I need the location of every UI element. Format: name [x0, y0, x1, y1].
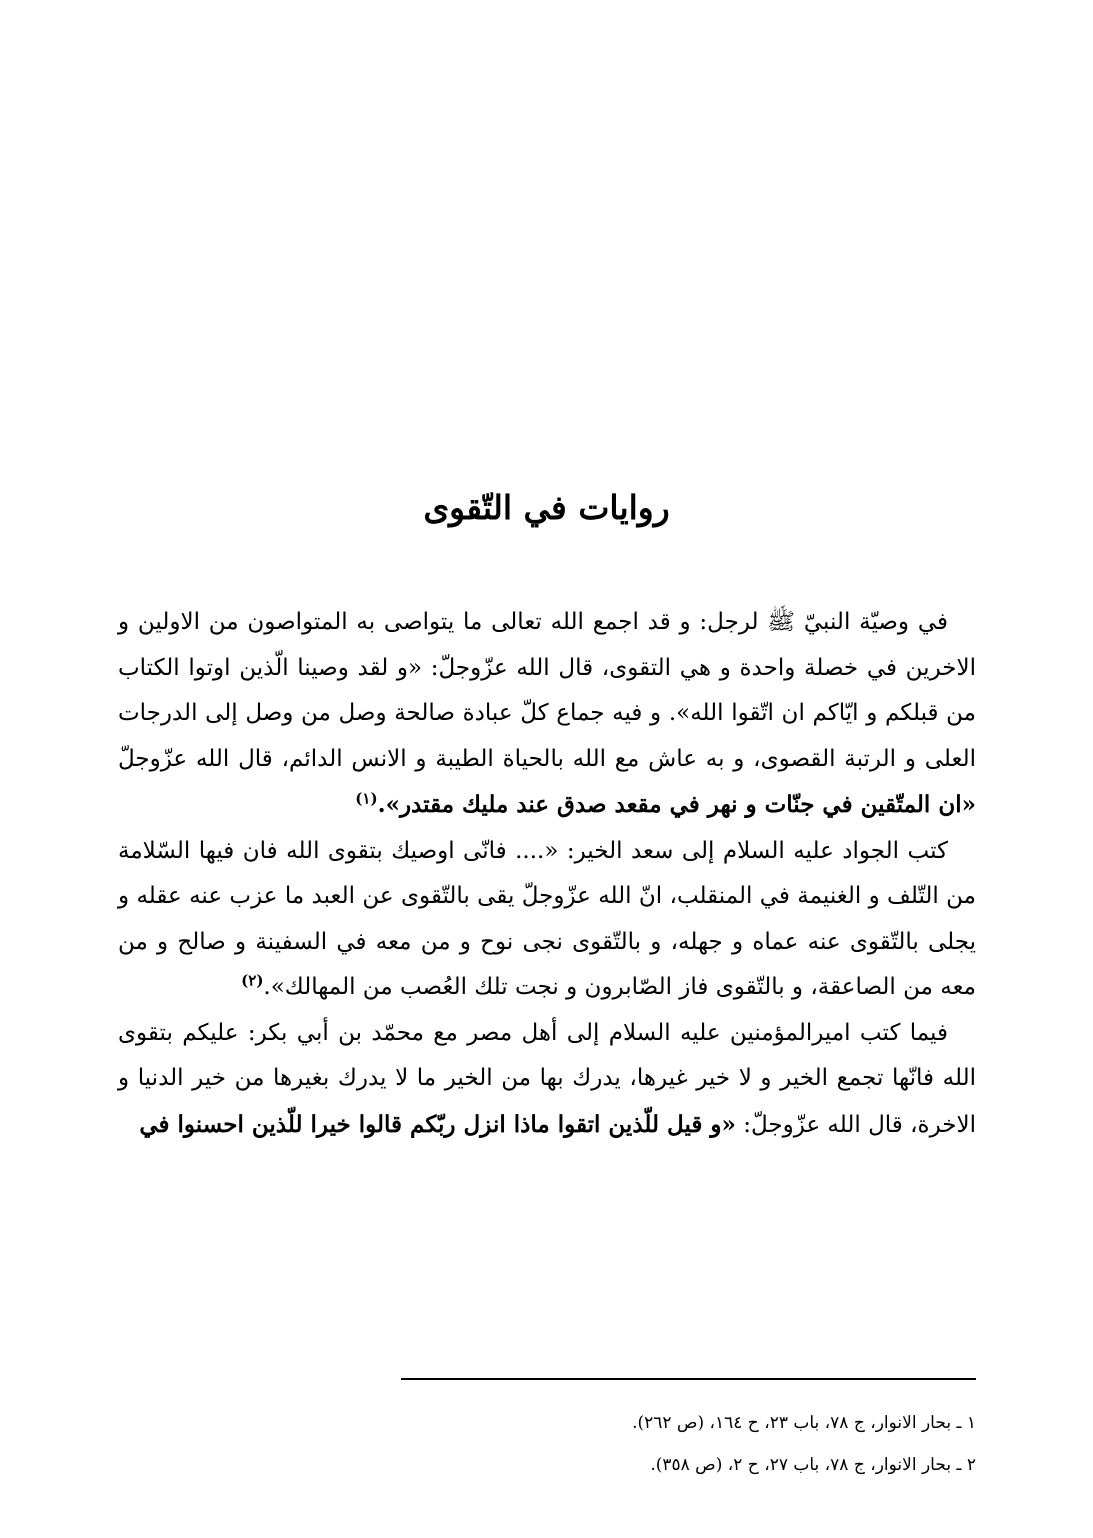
- footnote-ref-2[interactable]: (٢): [241, 971, 264, 990]
- footnote-1: ١ ـ بحار الانوار، ج ٧٨، باب ٢٣، ح ١٦٤، (ص ٢٦٢).: [632, 1413, 976, 1433]
- paragraph-3-quote: «و قيل للّذين اتقوا ماذا انزل ربّكم قالوا خيرا للّذين احسنوا في: [139, 1110, 736, 1138]
- paragraph-3-text: فيما كتب اميرالمؤمنين عليه السلام إلى أهل مصر مع محمّد بن أبي بكر: عليكم بتقوى الله فانّها تجمع الخير و لا خير غيرها، يدرك بها من الخير ما لا يدرك بغيرها من خير الدنيا و الاخرة، قال الله عزّوجلّ:: [118, 1019, 976, 1138]
- footnote-2: ٢ ـ بحار الانوار، ج ٧٨، باب ٢٧، ح ٢، (ص ٣٥٨).: [650, 1455, 976, 1475]
- footnote-divider: [401, 1378, 976, 1380]
- paragraph-3: [118, 1011, 976, 1149]
- paragraph-2-text: كتب الجواد عليه السلام إلى سعد الخير: «.... فانّى اوصيك بتقوى الله فان فيها السّلامة من التّلف و الغنيمة في المنقلب، انّ الله عزّوجلّ يقى بالتّقوى عن العبد ما عزب عنه عقله و يجلى بالتّقوى عنه عماه و جهله، و بالتّقوى نجى نوح و من معه في السفينة و صالح و من معه من الصاعقة، و بالتّقوى فاز الصّابرون و نجت تلك العُصب من المهالك».: [118, 837, 976, 1000]
- page-title: روايات في التّقوى: [423, 488, 670, 527]
- paragraph-1-quote: «ان المتّقين في جنّات و نهر في مقعد صدق عند مليك مقتدر».: [377, 791, 976, 818]
- paragraph-1: [118, 600, 976, 829]
- footnote-ref-1[interactable]: (١): [355, 789, 378, 808]
- footnotes: [118, 1402, 976, 1486]
- paragraph-2: [118, 829, 976, 1011]
- body-text: [118, 600, 976, 1148]
- paragraph-1-text: في وصيّة النبيّ ﷺ لرجل: و قد اجمع الله تعالى ما يتواصى به المتواصون من الاولين و الاخرين في خصلة واحدة و هي التقوى، قال الله عزّوجلّ: «و لقد وصينا الّذين اوتوا الكتاب من قبلكم و ايّاكم ان اتّقوا الله». و فيه جماع كلّ عبادة صالحة وصل من وصل إلى الدرجات العلى و الرتبة القصوى، و به عاش مع الله بالحياة الطيبة و الانس الدائم، قال الله عزّوجلّ: [118, 609, 976, 772]
